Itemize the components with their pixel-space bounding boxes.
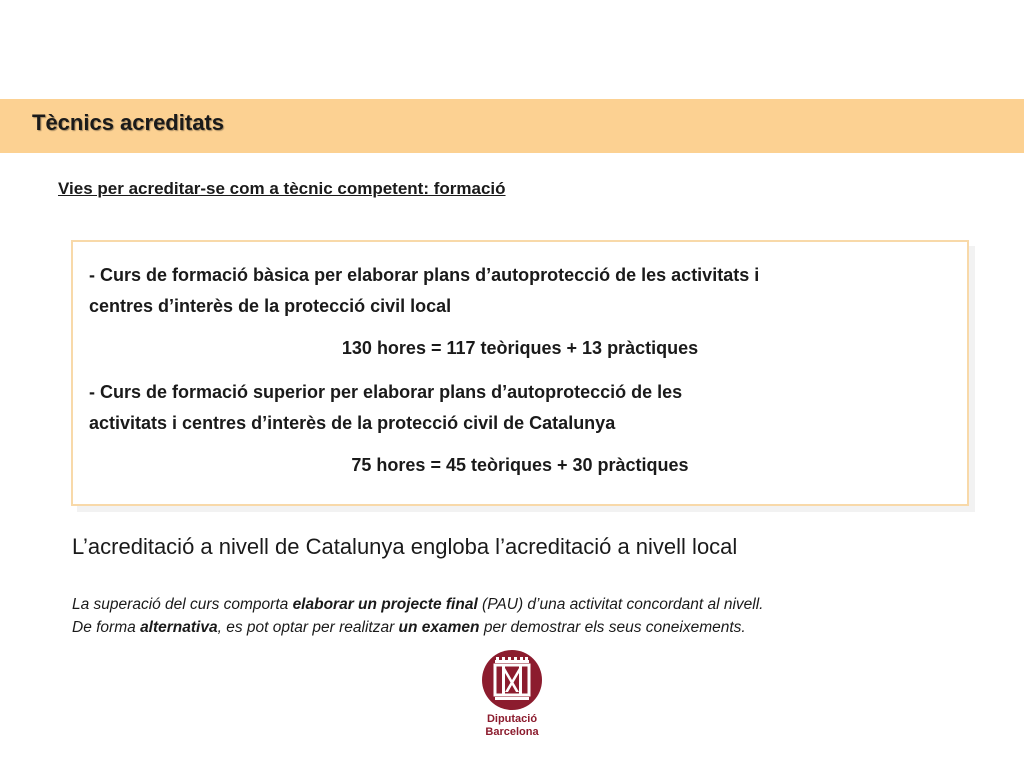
note-line-2 (72, 619, 746, 637)
note-line-1-text-a: La superació del curs comporta (72, 596, 293, 613)
note-line-1-emphasis: elaborar un projecte final (292, 596, 478, 613)
course-superior-line2: activitats i centres d’interès de la protecció civil de Catalunya (89, 413, 616, 433)
logo-text-line1: Diputació (486, 713, 538, 725)
course-basic-line2: centres d’interès de la protecció civil local (89, 296, 452, 316)
course-superior-line1: - Curs de formació superior per elaborar plans d’autoprotecció de les (89, 382, 683, 402)
note-line-2-text-c: , es pot optar per realitzar (217, 619, 399, 636)
note-line-1 (72, 596, 764, 614)
course-basic-hours: 130 hores = 117 teòriques + 13 pràctiques (341, 338, 699, 358)
accreditation-statement: L’acreditació a nivell de Catalunya engloba l’acreditació a nivell local (72, 534, 738, 559)
course-superior-hours: 75 hores = 45 teòriques + 30 pràctiques (351, 455, 689, 475)
note-line-2-text-e: per demostrar els seus coneixements. (479, 619, 746, 636)
note-line-2-emphasis-alternativa: alternativa (140, 619, 218, 636)
course-basic-line1: - Curs de formació bàsica per elaborar plans d’autoprotecció de les activitats i (89, 265, 760, 285)
note-line-1-text-c: (PAU) d’una activitat concordant al nivell. (477, 596, 764, 613)
section-subtitle: Vies per acreditar-se com a tècnic competent: formació (58, 179, 506, 198)
course-basic (89, 260, 957, 322)
note-line-2-emphasis-examen: un examen (398, 619, 480, 636)
logo-text-line2: Barcelona (485, 726, 539, 738)
note-line-2-text-a: De forma (72, 619, 141, 636)
page-title: Tècnics acreditats (32, 110, 224, 135)
course-superior (89, 377, 957, 439)
